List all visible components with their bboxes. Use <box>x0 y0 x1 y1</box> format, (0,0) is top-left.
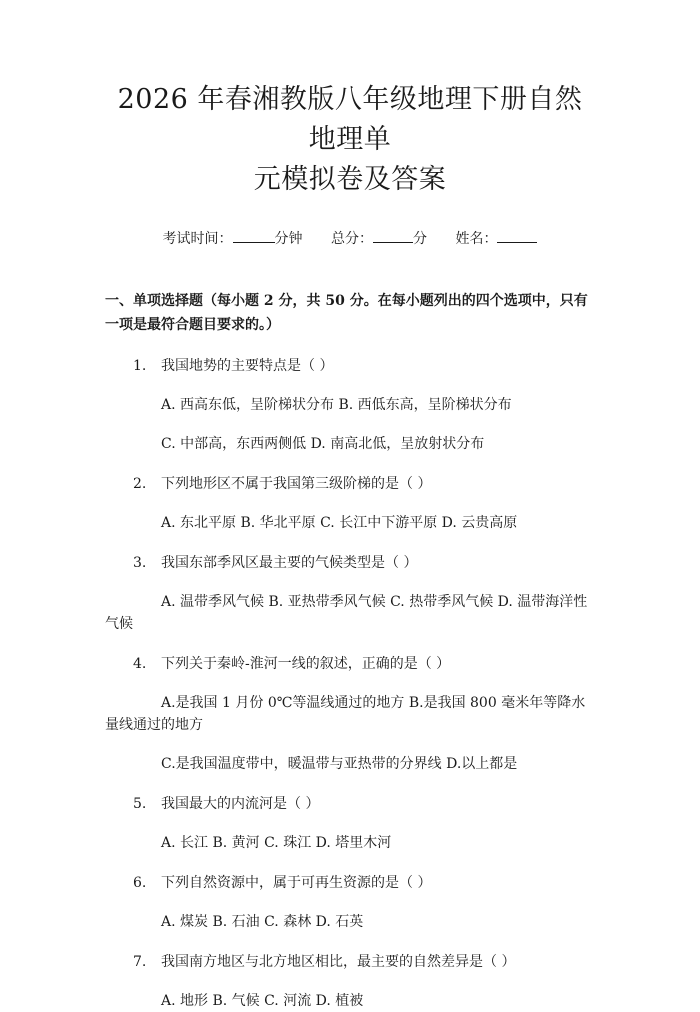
exam-time-field <box>163 228 303 249</box>
question-number: 4. <box>133 656 147 672</box>
question-stem: 下列自然资源中，属于可再生资源的是（ ） <box>161 875 432 891</box>
question-1-options-a-b: A. 西高东低，呈阶梯状分布 B. 西低东高，呈阶梯状分布 <box>161 397 512 413</box>
question-4-options-a-b: A.是我国 1 月份 0℃等温线通过的地方 B.是我国 800 毫米年等降水量线通过的地方 <box>105 695 586 733</box>
exam-time-label: 考试时间： <box>162 231 233 247</box>
question-5 <box>105 793 595 815</box>
question-5-options: A. 长江 B. 黄河 C. 珠江 D. 塔里木河 <box>161 835 392 851</box>
question-3-options: A. 温带季风气候 B. 亚热带季风气候 C. 热带季风气候 D. 温带海洋性气候 <box>105 594 588 632</box>
question-stem: 我国地势的主要特点是（ ） <box>161 358 334 374</box>
total-score-unit: 分 <box>413 231 427 247</box>
total-score-blank <box>373 228 413 243</box>
name-label: 姓名： <box>455 231 498 247</box>
question-number: 7. <box>133 954 147 970</box>
name-field <box>455 228 537 249</box>
question-2 <box>105 473 595 495</box>
total-score-field <box>331 228 427 249</box>
question-1 <box>105 355 595 377</box>
total-score-label: 总分： <box>331 231 373 247</box>
question-stem: 我国东部季风区最主要的气候类型是（ ） <box>161 555 418 571</box>
question-6-options: A. 煤炭 B. 石油 C. 森林 D. 石英 <box>161 914 364 930</box>
title-line-1: 2026 年春湘教版八年级地理下册自然地理单 <box>117 84 583 155</box>
exam-time-blank <box>233 228 275 243</box>
title-line-2: 元模拟卷及答案 <box>253 164 447 195</box>
question-number: 2. <box>133 476 147 492</box>
document-title <box>105 0 595 200</box>
question-stem: 下列关于秦岭-淮河一线的叙述，正确的是（ ） <box>161 656 451 672</box>
section-1-heading: 一、单项选择题（每小题 2 分，共 50 分。在每小题列出的四个选项中，只有一项是最符合题目要求的。） <box>105 293 588 333</box>
question-number: 6. <box>133 875 147 891</box>
question-1-options-c-d: C. 中部高，东西两侧低 D. 南高北低，呈放射状分布 <box>161 436 485 452</box>
name-blank <box>497 228 537 243</box>
question-4-options-c-d: C.是我国温度带中，暖温带与亚热带的分界线 D.以上都是 <box>161 756 518 772</box>
question-number: 5. <box>133 796 147 812</box>
question-stem: 我国南方地区与北方地区相比，最主要的自然差异是（ ） <box>161 954 516 970</box>
question-2-options: A. 东北平原 B. 华北平原 C. 长江中下游平原 D. 云贵高原 <box>161 515 518 531</box>
question-7 <box>105 951 595 973</box>
question-number: 3. <box>133 555 147 571</box>
exam-info <box>105 228 595 249</box>
question-6 <box>105 872 595 894</box>
question-7-options: A. 地形 B. 气候 C. 河流 D. 植被 <box>161 993 364 1009</box>
question-stem: 下列地形区不属于我国第三级阶梯的是（ ） <box>161 476 432 492</box>
question-4 <box>105 653 595 675</box>
question-stem: 我国最大的内流河是（ ） <box>161 796 320 812</box>
question-3 <box>105 552 595 574</box>
exam-time-unit: 分钟 <box>274 231 303 247</box>
question-number: 1. <box>133 358 147 374</box>
